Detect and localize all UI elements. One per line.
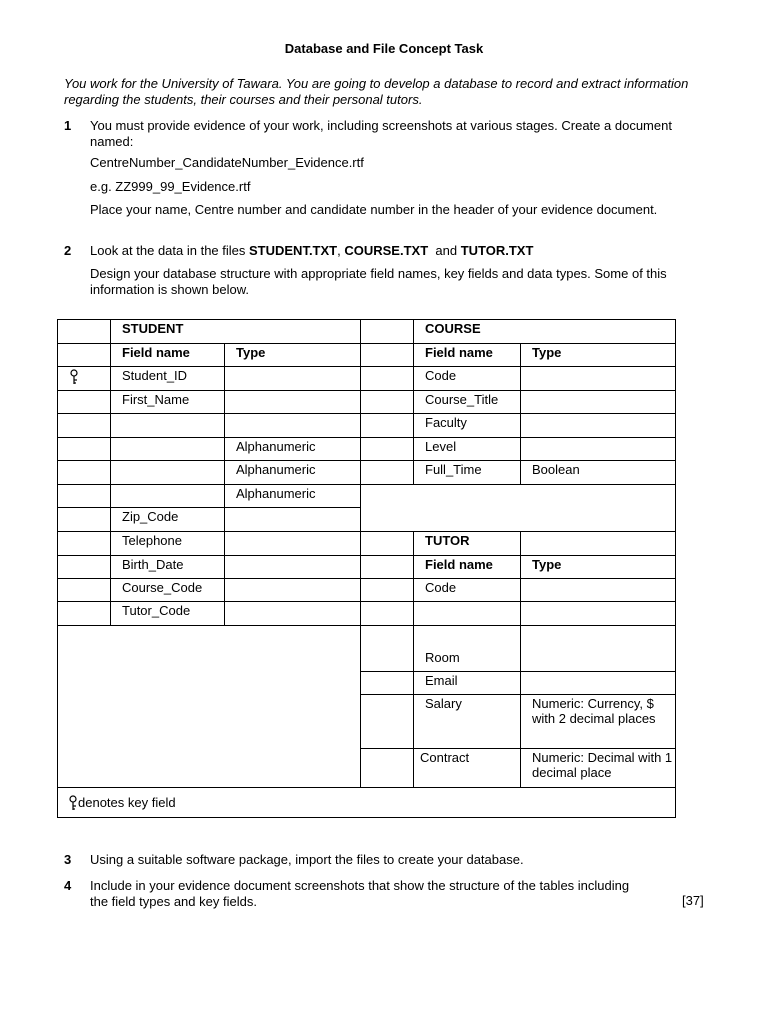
key-icon [69,369,79,385]
course-field-cell: Course_Title [414,391,521,414]
tutor-type-cell [521,602,676,626]
student-file-name: STUDENT.TXT [249,243,338,258]
student-field-cell: Telephone [111,532,225,556]
course-type-cell [521,391,676,414]
student-type-cell [225,414,361,438]
tutor-type-cell [521,579,676,602]
database-structure-table [57,319,676,818]
tutor-field-cell: Code [414,579,521,602]
tutor-field-cell: Room [414,626,521,672]
course-field-cell: Faculty [414,414,521,438]
student-field-cell: Tutor_Code [111,602,225,626]
key-legend [58,788,676,818]
marks-total: [37] [682,893,704,908]
course-type-cell [521,367,676,391]
student-type-cell [225,367,361,391]
student-field-cell: Student_ID [111,367,225,391]
key-icon [68,795,78,811]
course-type-cell [521,438,676,461]
tutor-file-name: TUTOR.TXT [460,243,534,258]
tutor-field-cell: Contract [414,749,521,788]
question-3-number: 3 [64,852,72,867]
header-instruction: Place your name, Centre number and candidate number in the header of your evidence document. [90,202,658,217]
student-field-cell: First_Name [111,391,225,414]
course-type-cell [521,414,676,438]
tutor-type-cell: Numeric: Decimal with 1 decimal place [521,749,676,788]
student-type-cell [225,602,361,626]
evidence-example: e.g. ZZ999_99_Evidence.rtf [90,179,251,194]
student-field-cell [111,485,225,508]
tutor-field-cell: Email [414,672,521,695]
student-field-cell [111,414,225,438]
evidence-filename: CentreNumber_CandidateNumber_Evidence.rtf [90,155,364,170]
student-type-cell: Alphanumeric [225,438,361,461]
question-2-number: 2 [64,243,72,258]
course-table-title: COURSE [414,320,676,344]
course-file-name: COURSE.TXT [344,243,429,258]
student-type-header: Type [225,344,361,367]
question-1-number: 1 [64,118,72,133]
question-4-number: 4 [64,878,72,893]
student-field-cell: Zip_Code [111,508,225,532]
student-type-cell: Alphanumeric [225,461,361,485]
separator: and [428,243,461,258]
tutor-field-cell: Salary [414,695,521,749]
key-marker [58,367,111,391]
question-3-text: Using a suitable software package, import the files to create your database. [90,852,524,867]
course-field-cell: Code [414,367,521,391]
student-type-cell: Alphanumeric [225,485,361,508]
student-type-cell [225,579,361,602]
student-field-cell [111,461,225,485]
student-type-cell [225,532,361,556]
question-4-text: Include in your evidence document screenshots that show the structure of the tables including the field types and key fields. [90,878,630,909]
course-field-cell: Full_Time [414,461,521,485]
tutor-type-cell [521,672,676,695]
question-1-text: You must provide evidence of your work, including screenshots at various stages. Create a document named: [90,118,672,149]
blank-gap [361,485,676,532]
question-2-line [90,243,690,259]
student-field-header: Field name [111,344,225,367]
key-legend-text: denotes key field [78,794,176,810]
design-instruction: Design your database structure with appropriate field names, key fields and data types. Some of this information is shown below. [90,266,667,297]
tutor-table-title: TUTOR [414,532,521,556]
course-type-cell: Boolean [521,461,676,485]
course-type-header: Type [521,344,676,367]
tutor-field-header: Field name [414,556,521,579]
student-table-title: STUDENT [111,320,361,344]
tutor-field-cell [414,602,521,626]
course-field-header: Field name [414,344,521,367]
tutor-type-header: Type [521,556,676,579]
student-type-cell [225,391,361,414]
tutor-type-cell [521,626,676,672]
student-type-cell [225,508,361,532]
student-field-cell [111,438,225,461]
student-field-cell: Course_Code [111,579,225,602]
course-field-cell: Level [414,438,521,461]
student-field-cell: Birth_Date [111,556,225,579]
separator: , [337,243,345,258]
question-2-lead: Look at the data in the files [90,243,249,258]
tutor-type-cell: Numeric: Currency, $ with 2 decimal places [521,695,676,749]
intro-paragraph: You work for the University of Tawara. You are going to develop a database to record and extract information regarding the students, their courses and their personal tutors. [64,76,689,107]
student-type-cell [225,556,361,579]
student-blank-area [58,626,361,788]
document-title: Database and File Concept Task [284,41,484,56]
